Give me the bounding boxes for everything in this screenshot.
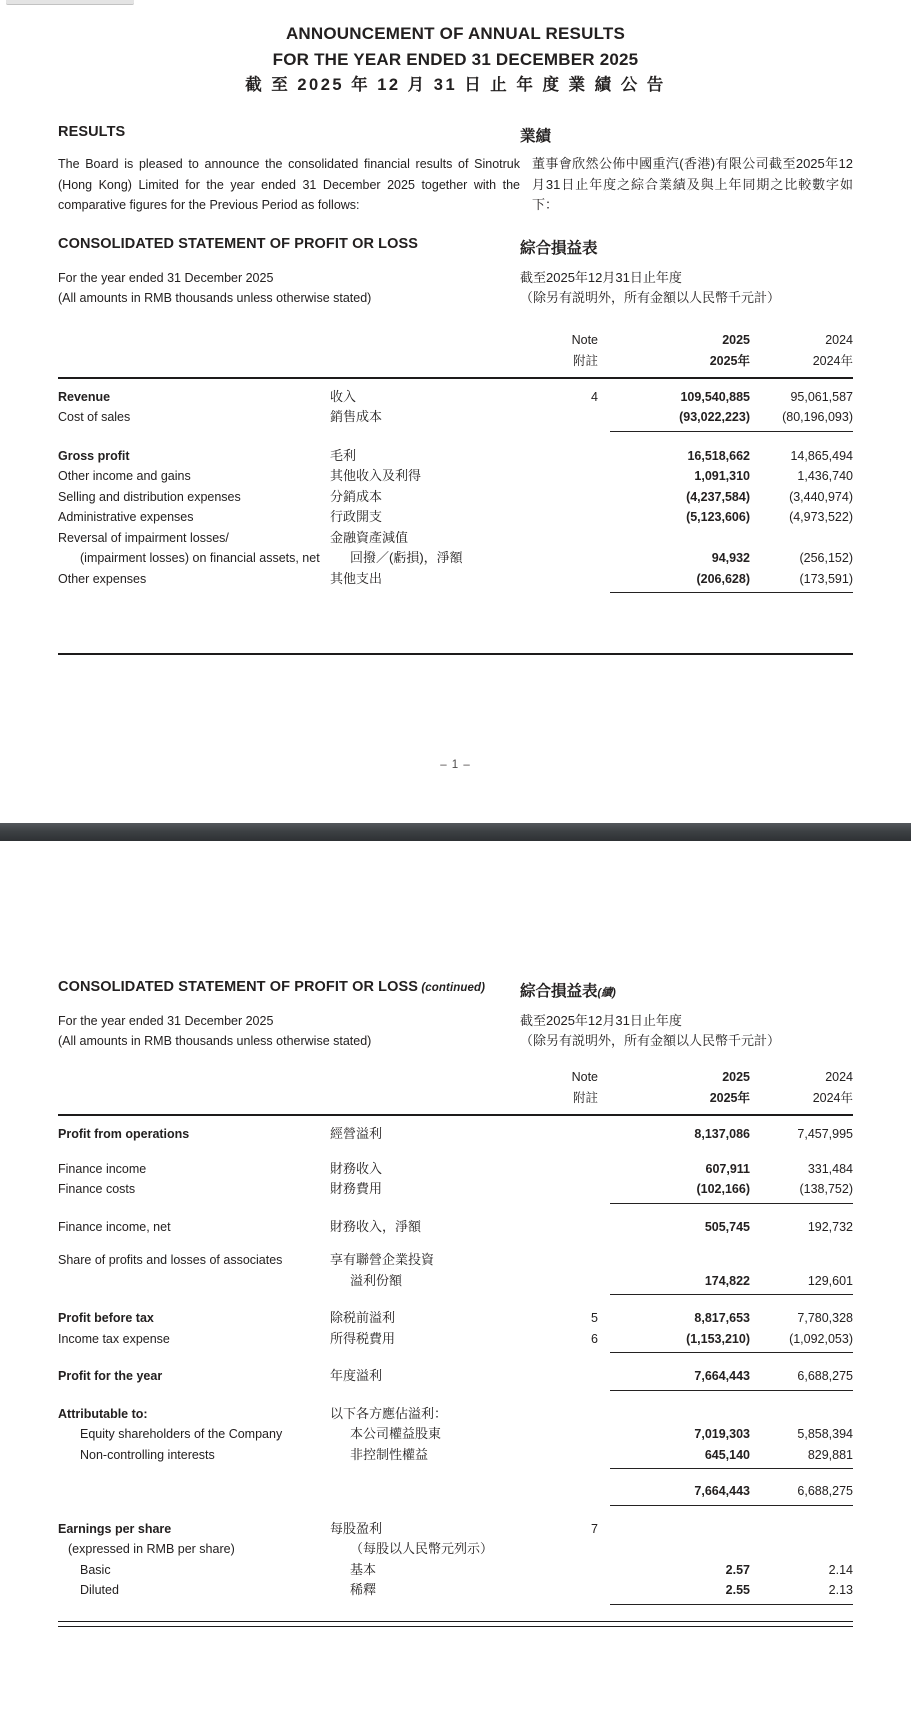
row-value-2024: 7,780,328 bbox=[797, 1311, 853, 1325]
row-value-2025: (93,022,223) bbox=[610, 407, 750, 432]
table-row bbox=[58, 569, 853, 594]
table-row bbox=[58, 1404, 853, 1425]
row-value-2024: 14,865,494 bbox=[790, 448, 853, 463]
results-heading-row bbox=[58, 124, 853, 146]
continued-label-en: (continued) bbox=[418, 982, 486, 994]
row-label-zh: 稀釋 bbox=[350, 1582, 377, 1597]
header-2025-zh: 2025年 bbox=[709, 353, 750, 368]
row-label-en: Non-controlling interests bbox=[80, 1447, 215, 1462]
table-row bbox=[58, 1308, 853, 1329]
statement-amounts-note-row bbox=[58, 1031, 853, 1051]
statement-heading-en-continued bbox=[58, 979, 520, 1001]
row-value-2025: (5,123,606) bbox=[686, 510, 750, 524]
row-label-zh: 回撥／(虧損)，淨額 bbox=[350, 550, 463, 565]
header-2024-en: 2024 bbox=[825, 332, 853, 347]
row-value-2024: 829,881 bbox=[750, 1445, 853, 1470]
table-row bbox=[58, 1445, 853, 1470]
row-value-2024: 6,688,275 bbox=[750, 1481, 853, 1506]
row-value-2024: 95,061,587 bbox=[790, 389, 853, 404]
row-value-2025: 505,745 bbox=[704, 1219, 750, 1234]
row-label-en: Cost of sales bbox=[58, 410, 131, 424]
row-value-2025: 94,932 bbox=[711, 551, 750, 565]
row-label-zh: 財務費用 bbox=[330, 1181, 383, 1196]
row-value-2024: 2.13 bbox=[750, 1580, 853, 1605]
row-label-en: (expressed in RMB per share) bbox=[68, 1542, 235, 1556]
row-label-zh: 所得税費用 bbox=[330, 1330, 396, 1346]
profit-loss-table-page2 bbox=[58, 1067, 853, 1627]
row-note-ref: 4 bbox=[591, 389, 598, 404]
row-label-zh: 除税前溢利 bbox=[330, 1310, 396, 1325]
title-line-2: FOR THE YEAR ENDED 31 DECEMBER 2025 bbox=[272, 49, 639, 69]
table-row bbox=[58, 407, 853, 432]
results-body-en: The Board is pleased to announce the consolidated financial results of Sinotruk (Hong Kong) Limited for the year ended 31 December 2025 together with the comparative figures for the Previous Period as follows: bbox=[58, 157, 520, 212]
statement-amounts-note-zh: （除另有説明外，所有金額以人民幣千元計） bbox=[520, 289, 781, 305]
page-break-divider bbox=[0, 823, 911, 841]
row-value-2025: 2.55 bbox=[610, 1580, 750, 1605]
row-label-zh: 年度溢利 bbox=[330, 1368, 383, 1383]
row-label-zh: 財務收入 bbox=[330, 1160, 383, 1176]
table-row bbox=[58, 1124, 853, 1145]
header-2024-en: 2024 bbox=[825, 1070, 853, 1084]
row-label-zh: 金融資產減值 bbox=[330, 529, 409, 545]
row-value-2024: (173,591) bbox=[750, 569, 853, 594]
row-label-zh: 溢利份額 bbox=[350, 1272, 403, 1288]
row-label-zh: 每股盈利 bbox=[330, 1520, 383, 1536]
header-note-en: Note bbox=[571, 332, 598, 347]
results-body-row bbox=[58, 154, 853, 216]
row-label-en: (impairment losses) on financial assets, net bbox=[80, 551, 320, 565]
page-2 bbox=[0, 841, 911, 1719]
table-row bbox=[58, 1366, 853, 1391]
page-edge-artifact bbox=[6, 0, 134, 5]
table-row bbox=[58, 446, 853, 467]
table-row bbox=[58, 1179, 853, 1204]
row-note-ref: 5 bbox=[591, 1311, 598, 1325]
row-value-2025: (1,153,210) bbox=[610, 1329, 750, 1354]
statement-heading-zh: 綜合損益表 bbox=[520, 983, 598, 1000]
row-label-en: Profit before tax bbox=[58, 1311, 154, 1325]
row-label-en: Income tax expense bbox=[58, 1331, 170, 1346]
row-label-zh: 經營溢利 bbox=[330, 1126, 383, 1141]
table-row bbox=[58, 1271, 853, 1296]
row-label-zh: 本公司權益股東 bbox=[350, 1426, 442, 1441]
row-value-2025: 607,911 bbox=[705, 1161, 750, 1176]
row-label-en: Selling and distribution expenses bbox=[58, 489, 241, 504]
results-heading-en: RESULTS bbox=[58, 124, 126, 140]
row-value-2024: (1,092,053) bbox=[750, 1329, 853, 1354]
row-label-en: Diluted bbox=[80, 1583, 119, 1597]
row-label-zh: 分銷成本 bbox=[330, 488, 383, 504]
row-value-2024: 192,732 bbox=[807, 1219, 853, 1234]
header-note-en: Note bbox=[571, 1070, 598, 1084]
statement-period-zh: 截至2025年12月31日止年度 bbox=[520, 1013, 682, 1028]
table-row bbox=[58, 1424, 853, 1445]
table-row-spacer bbox=[58, 1353, 853, 1366]
row-value-2024: (80,196,093) bbox=[750, 407, 853, 432]
statement-end-double-rule bbox=[58, 1621, 853, 1627]
table-header bbox=[58, 330, 853, 372]
header-note-zh: 附註 bbox=[572, 1091, 598, 1105]
row-label-en: Finance income, net bbox=[58, 1219, 171, 1234]
row-value-2025: (206,628) bbox=[610, 569, 750, 594]
row-label-en: Profit from operations bbox=[58, 1127, 190, 1141]
table-row-spacer bbox=[58, 1506, 853, 1519]
table-row bbox=[58, 507, 853, 528]
row-value-2024: 6,688,275 bbox=[750, 1366, 853, 1391]
table-body bbox=[58, 1116, 853, 1605]
row-label-en: Equity shareholders of the Company bbox=[80, 1427, 283, 1441]
title-line-3-chinese: 截 至 2025 年 12 月 31 日 止 年 度 業 績 公 告 bbox=[245, 76, 666, 94]
statement-period-zh: 截至2025年12月31日止年度 bbox=[520, 269, 682, 285]
row-value-2025: 2.57 bbox=[725, 1562, 750, 1577]
statement-period-row bbox=[58, 1011, 853, 1031]
row-label-en: Other income and gains bbox=[58, 469, 191, 483]
row-value-2025: (102,166) bbox=[610, 1179, 750, 1204]
row-value-2025: 8,817,653 bbox=[694, 1311, 750, 1325]
table-row bbox=[58, 1250, 853, 1271]
table-row bbox=[58, 1217, 853, 1238]
row-label-zh: 以下各方應佔溢利： bbox=[330, 1405, 448, 1421]
row-value-2025: 7,664,443 bbox=[610, 1481, 750, 1506]
row-label-zh: 毛利 bbox=[330, 447, 357, 463]
table-row-spacer bbox=[58, 1295, 853, 1308]
row-value-2025: 7,019,303 bbox=[694, 1427, 750, 1441]
table-row bbox=[58, 487, 853, 508]
header-2024-zh: 2024年 bbox=[812, 1091, 853, 1105]
table-row-spacer bbox=[58, 1204, 853, 1217]
table-row-spacer bbox=[58, 1145, 853, 1159]
row-label-zh: 行政開支 bbox=[330, 509, 383, 524]
header-2024-zh: 2024年 bbox=[812, 353, 853, 368]
row-label-zh: 收入 bbox=[330, 388, 357, 404]
row-value-2025: 1,091,310 bbox=[694, 469, 750, 483]
table-row-spacer bbox=[58, 1237, 853, 1250]
row-label-en: Gross profit bbox=[58, 448, 130, 463]
table-body bbox=[58, 379, 853, 594]
statement-heading-zh-continued bbox=[520, 979, 853, 1001]
table-row bbox=[58, 1159, 853, 1180]
results-heading-zh: 業績 bbox=[520, 128, 552, 145]
statement-period-row bbox=[58, 268, 853, 288]
page-1 bbox=[0, 0, 911, 823]
row-label-zh: 其他支出 bbox=[330, 570, 383, 586]
table-row bbox=[58, 528, 853, 549]
table-row bbox=[58, 1519, 853, 1540]
table-row bbox=[58, 1539, 853, 1560]
header-2025-zh: 2025年 bbox=[709, 1091, 750, 1105]
table-row bbox=[58, 1580, 853, 1605]
row-label-en: Revenue bbox=[58, 389, 111, 404]
statement-amounts-note-en: (All amounts in RMB thousands unless otherwise stated) bbox=[58, 290, 372, 305]
row-label-en: Other expenses bbox=[58, 571, 147, 586]
row-label-en: Finance costs bbox=[58, 1182, 136, 1196]
row-label-en: Reversal of impairment losses/ bbox=[58, 530, 229, 545]
statement-heading-en: CONSOLIDATED STATEMENT OF PROFIT OR LOSS bbox=[58, 235, 419, 252]
table-row bbox=[58, 1481, 853, 1506]
results-body-zh: 董事會欣然公佈中國重汽(香港)有限公司截至2025年12月31日止年度之綜合業績及與上年同期之比較數字如下： bbox=[532, 156, 853, 212]
row-label-en: Attributable to: bbox=[58, 1406, 148, 1421]
row-label-en: Profit for the year bbox=[58, 1369, 163, 1383]
row-value-2024: 1,436,740 bbox=[797, 469, 853, 483]
row-label-zh: 財務收入，淨額 bbox=[330, 1218, 422, 1234]
row-label-en: Earnings per share bbox=[58, 1521, 172, 1536]
statement-heading-row bbox=[58, 236, 853, 258]
row-value-2025: 7,664,443 bbox=[610, 1366, 750, 1391]
table-row-spacer bbox=[58, 1469, 853, 1481]
row-label-en: Finance income bbox=[58, 1161, 147, 1176]
row-label-en: Share of profits and losses of associates bbox=[58, 1253, 283, 1267]
statement-heading-row-continued bbox=[58, 979, 853, 1001]
row-value-2024: 331,484 bbox=[807, 1161, 853, 1176]
row-note-ref: 7 bbox=[591, 1521, 598, 1536]
row-value-2024: 129,601 bbox=[750, 1271, 853, 1296]
row-value-2024: (256,152) bbox=[799, 551, 853, 565]
row-label-zh: （每股以人民幣元列示） bbox=[350, 1541, 494, 1556]
statement-amounts-note-row bbox=[58, 288, 853, 308]
table-row bbox=[58, 1560, 853, 1581]
row-label-zh: 基本 bbox=[350, 1561, 377, 1577]
row-value-2025: 645,140 bbox=[610, 1445, 750, 1470]
header-2025-en: 2025 bbox=[722, 1070, 750, 1084]
row-value-2024: (138,752) bbox=[750, 1179, 853, 1204]
row-note-ref: 6 bbox=[591, 1331, 598, 1346]
table-row bbox=[58, 1329, 853, 1354]
row-value-2024: (3,440,974) bbox=[789, 489, 853, 504]
row-value-2024: 7,457,995 bbox=[797, 1127, 853, 1141]
table-row bbox=[58, 466, 853, 487]
page-number: – 1 – bbox=[440, 759, 471, 771]
row-label-zh: 非控制性權益 bbox=[350, 1446, 429, 1462]
row-label-en: Basic bbox=[80, 1562, 111, 1577]
table-row bbox=[58, 387, 853, 408]
row-value-2025: 8,137,086 bbox=[694, 1127, 750, 1141]
row-label-zh: 銷售成本 bbox=[330, 409, 383, 424]
title-line-1: ANNOUNCEMENT OF ANNUAL RESULTS bbox=[285, 24, 626, 43]
statement-period-en: For the year ended 31 December 2025 bbox=[58, 1014, 274, 1028]
statement-heading-zh: 綜合損益表 bbox=[520, 239, 598, 257]
row-label-zh: 其他收入及利得 bbox=[330, 468, 422, 483]
row-value-2024: 2.14 bbox=[828, 1562, 853, 1577]
row-value-2024: 5,858,394 bbox=[797, 1427, 853, 1441]
row-value-2024: (4,973,522) bbox=[789, 510, 853, 524]
profit-loss-table-page1 bbox=[58, 330, 853, 656]
continued-label-zh: (續) bbox=[597, 987, 616, 999]
table-row-spacer bbox=[58, 432, 853, 446]
statement-amounts-note-zh: （除另有説明外，所有金額以人民幣千元計） bbox=[520, 1033, 781, 1048]
row-value-2025: 174,822 bbox=[610, 1271, 750, 1296]
statement-amounts-note-en: (All amounts in RMB thousands unless otherwise stated) bbox=[58, 1034, 372, 1048]
row-value-2025: 109,540,885 bbox=[680, 389, 750, 404]
statement-heading-en: CONSOLIDATED STATEMENT OF PROFIT OR LOSS bbox=[58, 979, 419, 995]
document-title bbox=[0, 0, 911, 98]
header-note-zh: 附註 bbox=[572, 353, 598, 368]
table-row bbox=[58, 548, 853, 569]
table-bottom-rule bbox=[58, 653, 853, 655]
table-header bbox=[58, 1067, 853, 1109]
row-label-zh: 享有聯營企業投資 bbox=[330, 1252, 435, 1267]
row-label-en: Administrative expenses bbox=[58, 510, 194, 524]
statement-period-en: For the year ended 31 December 2025 bbox=[58, 270, 274, 285]
table-row-spacer bbox=[58, 1391, 853, 1404]
row-value-2025: 16,518,662 bbox=[687, 448, 750, 463]
row-value-2025: (4,237,584) bbox=[686, 489, 750, 504]
header-2025-en: 2025 bbox=[722, 332, 750, 347]
